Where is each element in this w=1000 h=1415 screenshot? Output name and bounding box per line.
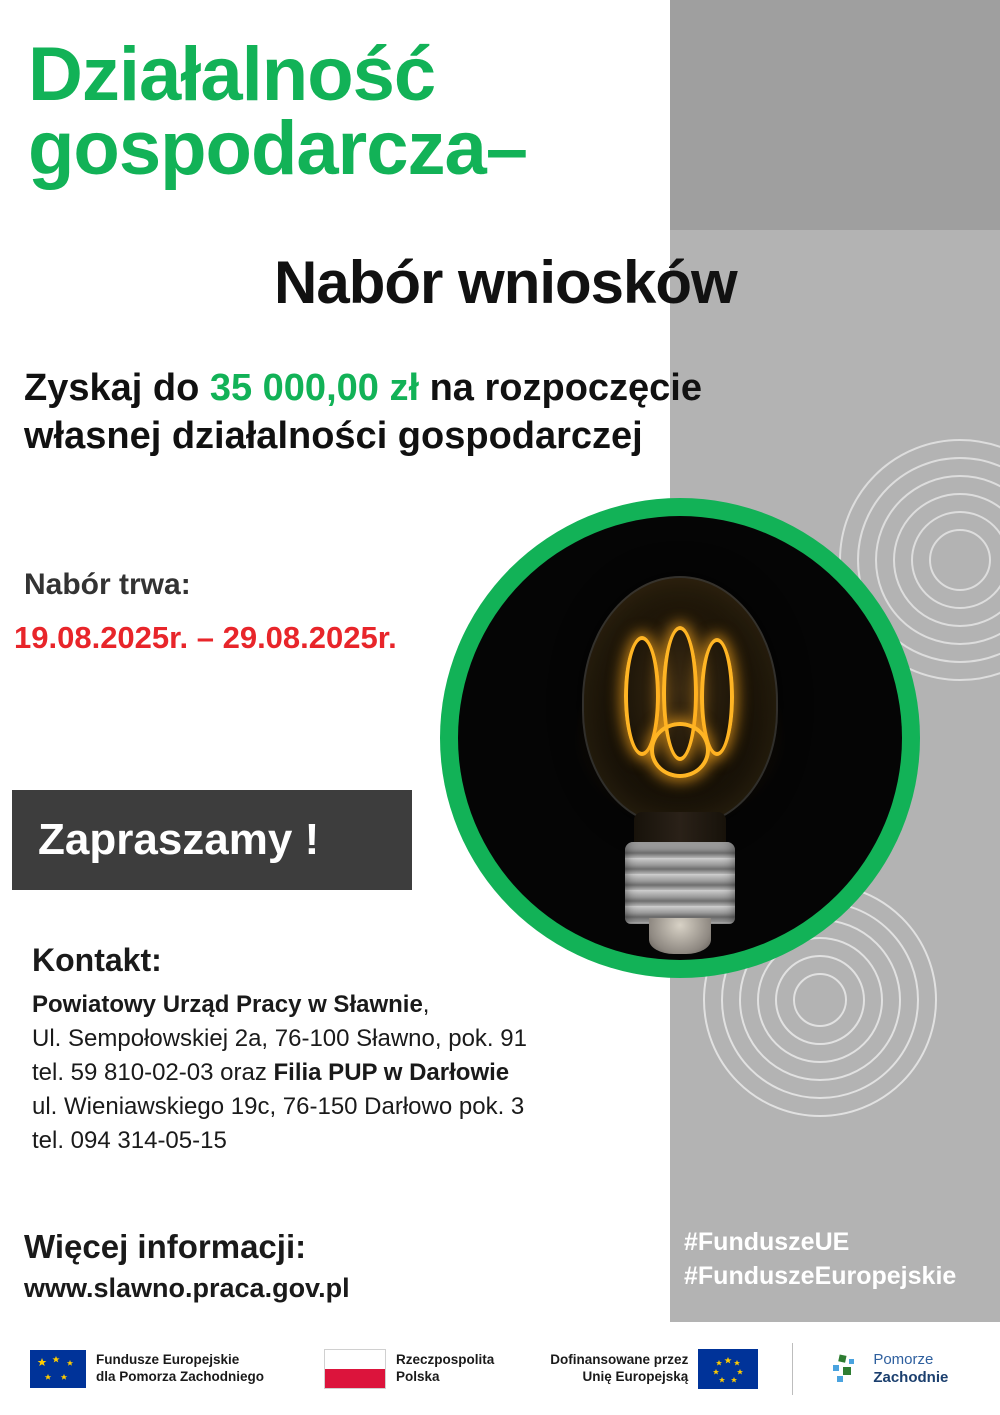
contact-branch-name: Filia PUP w Darłowie (273, 1059, 510, 1087)
headline-dash: – (485, 106, 528, 192)
footer-logo-bar (0, 1322, 1000, 1415)
bulb-filament-icon (620, 626, 740, 796)
contact-address-2: ul. Wieniawskiego 19c, 76-150 Darłowo pok. 3 (32, 1093, 525, 1121)
page-title (28, 32, 748, 192)
eu-funds-label (96, 1352, 264, 1386)
region-line-2: Zachodnie (873, 1368, 949, 1386)
bulb-tip (649, 918, 711, 954)
region-mark-icon (829, 1349, 865, 1389)
logo-pomorze-zachodnie (829, 1349, 948, 1389)
poland-line-2: Polska (396, 1368, 440, 1384)
headline-line-2-wrap (28, 106, 748, 192)
cofinanced-label (550, 1352, 688, 1386)
headline-line-2: gospodarcza (28, 106, 486, 192)
contact-office-line (32, 988, 652, 1022)
contact-title: Kontakt: (32, 942, 162, 978)
grant-amount: 35 000,00 zł (209, 367, 420, 409)
eu-funds-line-2: dla Pomorza Zachodniego (96, 1368, 265, 1384)
lightbulb-photo (440, 498, 920, 978)
hashtag-funduszeeuropejskie: #FunduszeEuropejskie (684, 1261, 957, 1290)
lead-after: na rozpoczęcie (419, 367, 702, 409)
lead-line-2: własnej działalności gospodarczej (24, 414, 643, 457)
contact-office-comma: , (422, 991, 430, 1018)
contact-office-name: Powiatowy Urząd Pracy w Sławnie (32, 991, 423, 1018)
eu-flag-icon-2 (698, 1349, 758, 1389)
region-label (873, 1351, 948, 1387)
region-line-1: Pomorze (873, 1350, 934, 1368)
lead-before: Zyskaj do (24, 367, 210, 409)
contact-phone-1: tel. 59 810-02-03 oraz (32, 1059, 274, 1087)
cta-banner (12, 790, 412, 890)
cta-label: Zapraszamy ! (38, 815, 320, 864)
hashtags (684, 1226, 956, 1294)
contact-phone-line-1 (32, 1056, 652, 1090)
website-url[interactable]: www.slawno.praca.gov.pl (24, 1273, 350, 1303)
poland-flag-icon (324, 1349, 386, 1389)
photo-inner (458, 516, 902, 960)
bulb-screw-base (625, 842, 735, 924)
contact-address-1: Ul. Sempołowskiej 2a, 76-100 Sławno, pok. 91 (32, 1025, 527, 1053)
contact-details (32, 988, 652, 1158)
contact-phone-2: tel. 094 314-05-15 (32, 1127, 227, 1155)
eu-funds-line-1: Fundusze Europejskie (96, 1351, 240, 1367)
poland-line-1: Rzeczpospolita (396, 1351, 495, 1367)
more-info-title: Więcej informacji: (24, 1228, 307, 1265)
subtitle: Nabór wniosków (274, 249, 737, 316)
poland-label (396, 1352, 494, 1386)
logo-eu-funds (30, 1350, 264, 1388)
footer-divider (792, 1343, 793, 1395)
hashtag-funduszeue: #FunduszeUE (684, 1228, 850, 1256)
lead-text (24, 365, 954, 460)
application-period-label: Nabór trwa: (24, 568, 191, 601)
headline-line-1: Działalność (28, 32, 436, 117)
application-period-dates: 19.08.2025r. – 29.08.2025r. (14, 620, 397, 655)
eu-flag-icon (30, 1350, 86, 1388)
cofinanced-line-2: Unię Europejską (582, 1368, 689, 1384)
cofinanced-line-1: Dofinansowane przez (550, 1351, 689, 1367)
